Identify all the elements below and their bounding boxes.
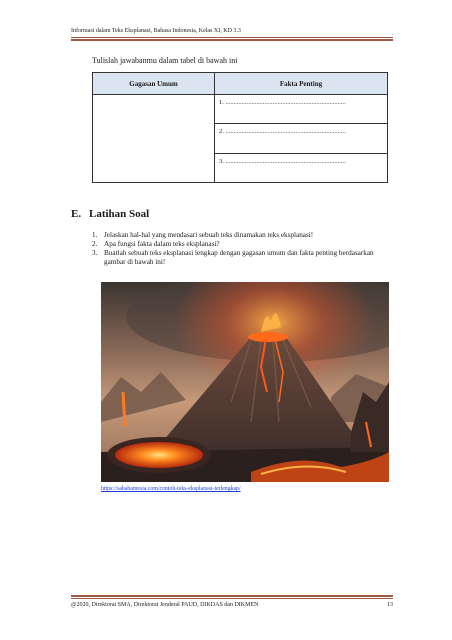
- volcano-eruption-image: [101, 282, 389, 482]
- gagasan-umum-cell[interactable]: [93, 95, 215, 183]
- page-number: 13: [387, 602, 393, 608]
- question-item: [92, 240, 392, 249]
- running-head: Informasi dalam Teks Eksplanasi, Bahasa Indonesia, Kelas XI, KD 3.3: [71, 28, 241, 34]
- question-item: [92, 249, 392, 267]
- fakta-row-2[interactable]: 2. ..........................................................................: [215, 124, 388, 153]
- section-heading: [71, 208, 149, 220]
- footer-rule-thin: [71, 598, 393, 599]
- answer-table: [92, 72, 388, 183]
- question-number: 2.: [92, 240, 98, 248]
- header-rule-thin: [71, 37, 393, 38]
- question-number: 3.: [92, 249, 98, 257]
- section-title: Latihan Soal: [89, 208, 150, 220]
- header-rule-thick: [71, 39, 393, 41]
- fakta-row-1[interactable]: 1. ..........................................................................: [215, 95, 388, 124]
- source-link[interactable]: https://sahabatnesia.com/contoh-teks-eksplanasi-terlengkap/: [101, 486, 241, 492]
- footer-rule-thick: [71, 595, 393, 597]
- question-text: Buatlah sebuah teks eksplanasi lengkap dengan gagasan umum dan fakta penting berdasarkan gambar di bawah ini!: [104, 249, 374, 266]
- question-text: Jelaskan hal-hal yang mendasari sebuah teks dinamakan teks eksplanasi!: [104, 231, 314, 239]
- section-letter: E.: [71, 208, 82, 220]
- question-list: [92, 231, 392, 267]
- column-header-fakta-penting: Fakta Penting: [215, 73, 388, 95]
- column-header-gagasan-umum: Gagasan Umum: [93, 73, 215, 95]
- footer-copyright: @2020, Direktorat SMA, Direktorat Jenderal PAUD, DIKDAS dan DIKMEN: [71, 602, 259, 608]
- question-item: [92, 231, 392, 240]
- question-text: Apa fungsi fakta dalam teks eksplanasi?: [104, 240, 220, 248]
- question-number: 1.: [92, 231, 98, 239]
- instruction-text: Tulislah jawabanmu dalam tabel di bawah ini: [92, 56, 238, 65]
- fakta-row-3[interactable]: 3. ..........................................................................: [215, 153, 388, 182]
